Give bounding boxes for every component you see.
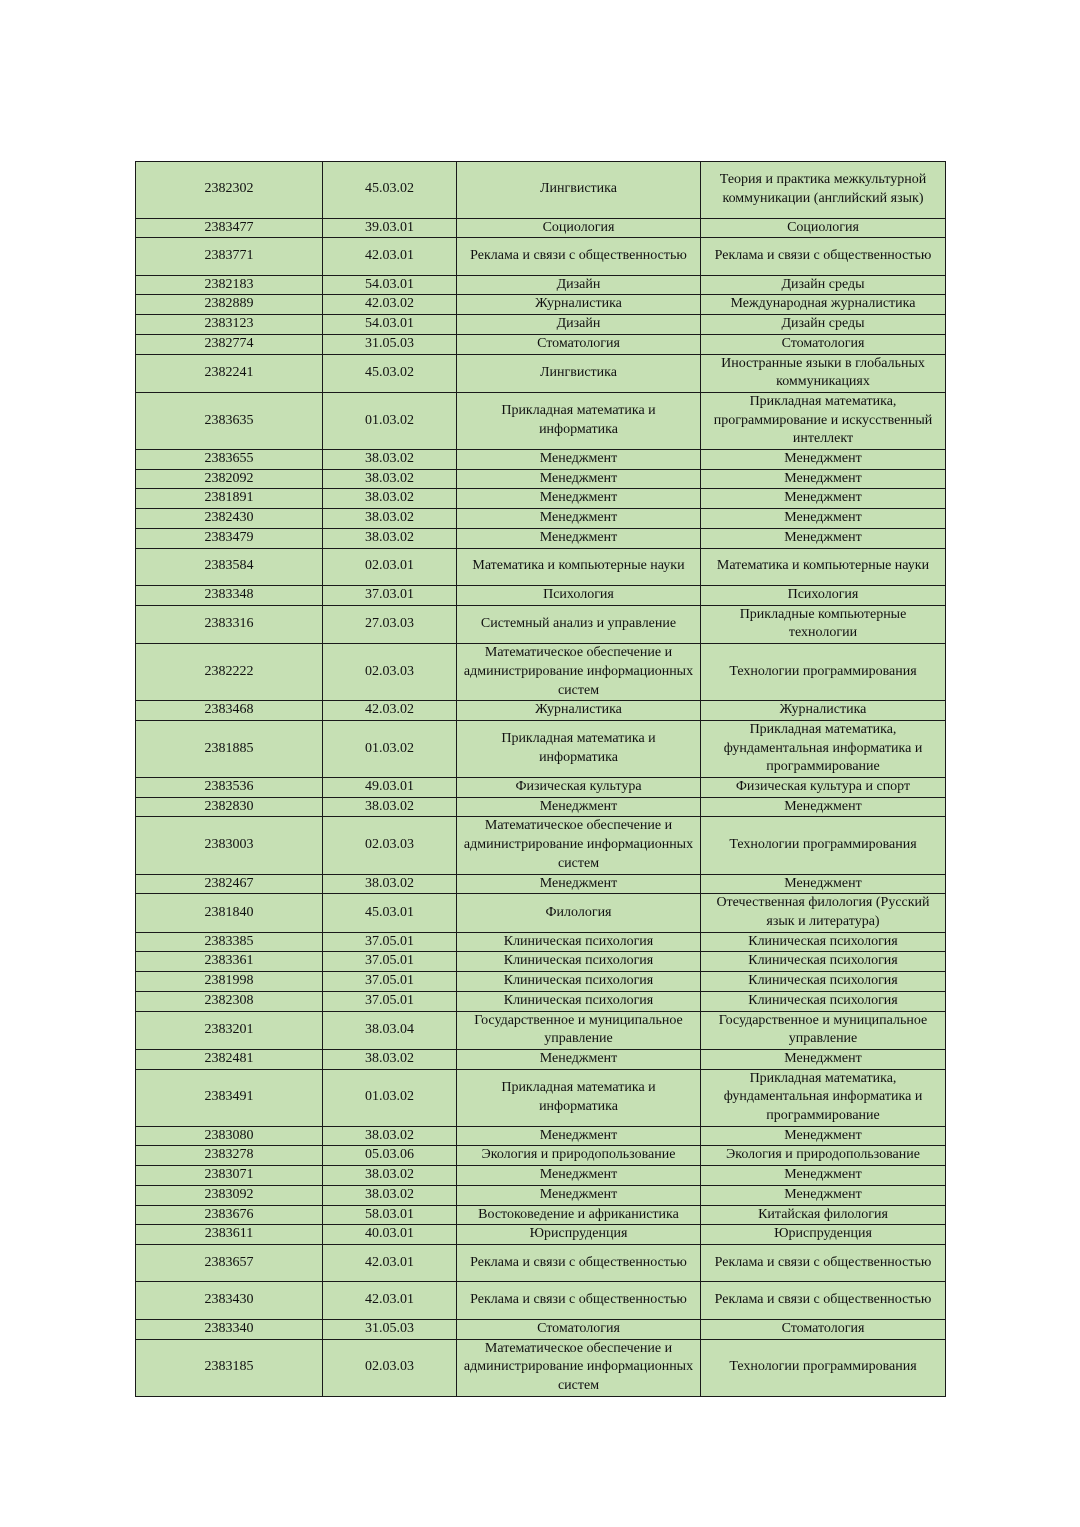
table-row <box>136 894 946 932</box>
profile-name-cell: Физическая культура и спорт <box>701 778 946 798</box>
table-row <box>136 1049 946 1069</box>
profile-name-cell: Менеджмент <box>701 509 946 529</box>
direction-code-cell: 02.03.01 <box>323 548 457 586</box>
direction-name-cell: Государственное и муниципальное управление <box>457 1011 701 1049</box>
application-id-cell: 2382430 <box>136 509 323 529</box>
direction-code-cell: 37.03.01 <box>323 586 457 606</box>
direction-code-cell: 38.03.02 <box>323 1049 457 1069</box>
table-row <box>136 1319 946 1339</box>
direction-code-cell: 39.03.01 <box>323 218 457 238</box>
direction-code-cell: 42.03.01 <box>323 1282 457 1320</box>
direction-code-cell: 01.03.02 <box>323 392 457 449</box>
direction-code-cell: 01.03.02 <box>323 1069 457 1126</box>
application-id-cell: 2382092 <box>136 469 323 489</box>
table-row <box>136 797 946 817</box>
direction-name-cell: Системный анализ и управление <box>457 605 701 643</box>
table-row <box>136 701 946 721</box>
profile-name-cell: Менеджмент <box>701 874 946 894</box>
application-id-cell: 2382830 <box>136 797 323 817</box>
direction-name-cell: Прикладная математика и информатика <box>457 392 701 449</box>
table-row <box>136 1205 946 1225</box>
direction-code-cell: 38.03.02 <box>323 874 457 894</box>
profile-name-cell: Менеджмент <box>701 489 946 509</box>
direction-code-cell: 01.03.02 <box>323 720 457 777</box>
table-row <box>136 334 946 354</box>
table-row <box>136 817 946 874</box>
application-id-cell: 2383361 <box>136 952 323 972</box>
application-id-cell: 2383185 <box>136 1339 323 1396</box>
application-id-cell: 2382222 <box>136 644 323 701</box>
table-row <box>136 932 946 952</box>
application-id-cell: 2383278 <box>136 1146 323 1166</box>
table-row <box>136 605 946 643</box>
direction-name-cell: Прикладная математика и информатика <box>457 1069 701 1126</box>
application-id-cell: 2383071 <box>136 1166 323 1186</box>
direction-code-cell: 38.03.02 <box>323 489 457 509</box>
application-id-cell: 2383771 <box>136 238 323 276</box>
table-row <box>136 1146 946 1166</box>
application-id-cell: 2383584 <box>136 548 323 586</box>
profile-name-cell: Менеджмент <box>701 1166 946 1186</box>
direction-name-cell: Стоматология <box>457 1319 701 1339</box>
direction-name-cell: Психология <box>457 586 701 606</box>
application-id-cell: 2381840 <box>136 894 323 932</box>
table-row <box>136 275 946 295</box>
direction-code-cell: 42.03.01 <box>323 238 457 276</box>
direction-name-cell: Журналистика <box>457 295 701 315</box>
direction-name-cell: Клиническая психология <box>457 952 701 972</box>
table-row <box>136 238 946 276</box>
direction-name-cell: Физическая культура <box>457 778 701 798</box>
application-id-cell: 2382241 <box>136 354 323 392</box>
direction-code-cell: 38.03.02 <box>323 1166 457 1186</box>
profile-name-cell: Реклама и связи с общественностью <box>701 1282 946 1320</box>
application-id-cell: 2383123 <box>136 315 323 335</box>
application-id-cell: 2383477 <box>136 218 323 238</box>
direction-code-cell: 31.05.03 <box>323 334 457 354</box>
table-row <box>136 644 946 701</box>
table-row <box>136 1126 946 1146</box>
application-id-cell: 2383430 <box>136 1282 323 1320</box>
table-row <box>136 1225 946 1245</box>
profile-name-cell: Клиническая психология <box>701 972 946 992</box>
direction-name-cell: Стоматология <box>457 334 701 354</box>
profile-name-cell: Реклама и связи с общественностью <box>701 1244 946 1282</box>
direction-code-cell: 45.03.01 <box>323 894 457 932</box>
direction-name-cell: Социология <box>457 218 701 238</box>
table-row <box>136 295 946 315</box>
table-row <box>136 1185 946 1205</box>
direction-code-cell: 38.03.02 <box>323 797 457 817</box>
table-row <box>136 778 946 798</box>
direction-name-cell: Менеджмент <box>457 874 701 894</box>
table-row <box>136 469 946 489</box>
direction-code-cell: 38.03.02 <box>323 469 457 489</box>
table-row <box>136 1011 946 1049</box>
application-id-cell: 2383003 <box>136 817 323 874</box>
application-id-cell: 2383080 <box>136 1126 323 1146</box>
direction-name-cell: Экология и природопользование <box>457 1146 701 1166</box>
direction-name-cell: Юриспруденция <box>457 1225 701 1245</box>
direction-name-cell: Реклама и связи с общественностью <box>457 1282 701 1320</box>
direction-code-cell: 58.03.01 <box>323 1205 457 1225</box>
profile-name-cell: Прикладная математика, фундаментальная информатика и программирование <box>701 720 946 777</box>
profile-name-cell: Социология <box>701 218 946 238</box>
direction-code-cell: 02.03.03 <box>323 644 457 701</box>
direction-code-cell: 38.03.02 <box>323 450 457 470</box>
direction-name-cell: Менеджмент <box>457 469 701 489</box>
profile-name-cell: Прикладная математика, фундаментальная информатика и программирование <box>701 1069 946 1126</box>
application-id-cell: 2382308 <box>136 991 323 1011</box>
table-row <box>136 162 946 219</box>
direction-code-cell: 37.05.01 <box>323 991 457 1011</box>
application-id-cell: 2382302 <box>136 162 323 219</box>
application-id-cell: 2383676 <box>136 1205 323 1225</box>
profile-name-cell: Психология <box>701 586 946 606</box>
direction-code-cell: 38.03.02 <box>323 1185 457 1205</box>
application-id-cell: 2383468 <box>136 701 323 721</box>
direction-name-cell: Менеджмент <box>457 1166 701 1186</box>
direction-name-cell: Прикладная математика и информатика <box>457 720 701 777</box>
profile-name-cell: Дизайн среды <box>701 275 946 295</box>
profile-name-cell: Международная журналистика <box>701 295 946 315</box>
direction-name-cell: Менеджмент <box>457 509 701 529</box>
direction-name-cell: Менеджмент <box>457 528 701 548</box>
direction-name-cell: Математическое обеспечение и администрирование информационных систем <box>457 1339 701 1396</box>
profile-name-cell: Экология и природопользование <box>701 1146 946 1166</box>
applications-table <box>135 161 946 1397</box>
application-id-cell: 2383536 <box>136 778 323 798</box>
profile-name-cell: Иностранные языки в глобальных коммуникациях <box>701 354 946 392</box>
application-id-cell: 2382467 <box>136 874 323 894</box>
profile-name-cell: Менеджмент <box>701 1185 946 1205</box>
application-id-cell: 2383479 <box>136 528 323 548</box>
profile-name-cell: Стоматология <box>701 1319 946 1339</box>
direction-name-cell: Клиническая психология <box>457 932 701 952</box>
direction-code-cell: 42.03.01 <box>323 1244 457 1282</box>
profile-name-cell: Клиническая психология <box>701 952 946 972</box>
application-id-cell: 2383635 <box>136 392 323 449</box>
direction-name-cell: Менеджмент <box>457 1126 701 1146</box>
direction-code-cell: 31.05.03 <box>323 1319 457 1339</box>
profile-name-cell: Прикладная математика, программирование и искусственный интеллект <box>701 392 946 449</box>
direction-name-cell: Дизайн <box>457 275 701 295</box>
direction-code-cell: 45.03.02 <box>323 162 457 219</box>
profile-name-cell: Менеджмент <box>701 528 946 548</box>
table-row <box>136 952 946 972</box>
profile-name-cell: Математика и компьютерные науки <box>701 548 946 586</box>
direction-code-cell: 37.05.01 <box>323 952 457 972</box>
direction-name-cell: Востоковедение и африканистика <box>457 1205 701 1225</box>
profile-name-cell: Китайская филология <box>701 1205 946 1225</box>
table-row <box>136 586 946 606</box>
application-id-cell: 2383385 <box>136 932 323 952</box>
direction-code-cell: 42.03.02 <box>323 701 457 721</box>
application-id-cell: 2383201 <box>136 1011 323 1049</box>
application-id-cell: 2382481 <box>136 1049 323 1069</box>
direction-name-cell: Математическое обеспечение и администрирование информационных систем <box>457 817 701 874</box>
direction-code-cell: 42.03.02 <box>323 295 457 315</box>
direction-code-cell: 49.03.01 <box>323 778 457 798</box>
profile-name-cell: Технологии программирования <box>701 1339 946 1396</box>
direction-code-cell: 37.05.01 <box>323 932 457 952</box>
table-row <box>136 528 946 548</box>
direction-name-cell: Дизайн <box>457 315 701 335</box>
profile-name-cell: Прикладные компьютерные технологии <box>701 605 946 643</box>
application-id-cell: 2383657 <box>136 1244 323 1282</box>
application-id-cell: 2383611 <box>136 1225 323 1245</box>
application-id-cell: 2381885 <box>136 720 323 777</box>
direction-name-cell: Менеджмент <box>457 797 701 817</box>
profile-name-cell: Менеджмент <box>701 1049 946 1069</box>
direction-code-cell: 02.03.03 <box>323 817 457 874</box>
table-row <box>136 1166 946 1186</box>
application-id-cell: 2381891 <box>136 489 323 509</box>
direction-code-cell: 38.03.02 <box>323 1126 457 1146</box>
table-row <box>136 354 946 392</box>
profile-name-cell: Реклама и связи с общественностью <box>701 238 946 276</box>
table-row <box>136 874 946 894</box>
table-row <box>136 1282 946 1320</box>
application-id-cell: 2381998 <box>136 972 323 992</box>
direction-name-cell: Лингвистика <box>457 162 701 219</box>
table-row <box>136 1069 946 1126</box>
direction-code-cell: 38.03.04 <box>323 1011 457 1049</box>
direction-name-cell: Филология <box>457 894 701 932</box>
direction-name-cell: Реклама и связи с общественностью <box>457 238 701 276</box>
direction-name-cell: Менеджмент <box>457 489 701 509</box>
profile-name-cell: Менеджмент <box>701 450 946 470</box>
direction-code-cell: 05.03.06 <box>323 1146 457 1166</box>
profile-name-cell: Журналистика <box>701 701 946 721</box>
table-row <box>136 218 946 238</box>
profile-name-cell: Менеджмент <box>701 469 946 489</box>
application-id-cell: 2383316 <box>136 605 323 643</box>
application-id-cell: 2382183 <box>136 275 323 295</box>
direction-code-cell: 45.03.02 <box>323 354 457 392</box>
application-id-cell: 2383655 <box>136 450 323 470</box>
table-row <box>136 315 946 335</box>
profile-name-cell: Клиническая психология <box>701 932 946 952</box>
table-body <box>136 162 946 1397</box>
direction-code-cell: 37.05.01 <box>323 972 457 992</box>
direction-code-cell: 27.03.03 <box>323 605 457 643</box>
direction-name-cell: Клиническая психология <box>457 972 701 992</box>
direction-code-cell: 38.03.02 <box>323 509 457 529</box>
table-row <box>136 1339 946 1396</box>
application-id-cell: 2383340 <box>136 1319 323 1339</box>
application-id-cell: 2383491 <box>136 1069 323 1126</box>
profile-name-cell: Юриспруденция <box>701 1225 946 1245</box>
profile-name-cell: Теория и практика межкультурной коммуникации (английский язык) <box>701 162 946 219</box>
direction-name-cell: Лингвистика <box>457 354 701 392</box>
direction-name-cell: Менеджмент <box>457 1049 701 1069</box>
application-id-cell: 2382774 <box>136 334 323 354</box>
profile-name-cell: Стоматология <box>701 334 946 354</box>
table-row <box>136 972 946 992</box>
table-row <box>136 991 946 1011</box>
direction-code-cell: 54.03.01 <box>323 275 457 295</box>
profile-name-cell: Технологии программирования <box>701 817 946 874</box>
profile-name-cell: Технологии программирования <box>701 644 946 701</box>
direction-name-cell: Клиническая психология <box>457 991 701 1011</box>
table-row <box>136 450 946 470</box>
table-row <box>136 1244 946 1282</box>
profile-name-cell: Дизайн среды <box>701 315 946 335</box>
profile-name-cell: Отечественная филология (Русский язык и литература) <box>701 894 946 932</box>
direction-code-cell: 02.03.03 <box>323 1339 457 1396</box>
direction-code-cell: 40.03.01 <box>323 1225 457 1245</box>
direction-name-cell: Журналистика <box>457 701 701 721</box>
table-row <box>136 548 946 586</box>
direction-name-cell: Реклама и связи с общественностью <box>457 1244 701 1282</box>
table-row <box>136 509 946 529</box>
application-id-cell: 2383348 <box>136 586 323 606</box>
direction-name-cell: Математика и компьютерные науки <box>457 548 701 586</box>
table-row <box>136 489 946 509</box>
profile-name-cell: Государственное и муниципальное управление <box>701 1011 946 1049</box>
table-row <box>136 720 946 777</box>
profile-name-cell: Менеджмент <box>701 1126 946 1146</box>
direction-name-cell: Менеджмент <box>457 450 701 470</box>
application-id-cell: 2382889 <box>136 295 323 315</box>
profile-name-cell: Клиническая психология <box>701 991 946 1011</box>
direction-code-cell: 54.03.01 <box>323 315 457 335</box>
direction-name-cell: Математическое обеспечение и администрирование информационных систем <box>457 644 701 701</box>
profile-name-cell: Менеджмент <box>701 797 946 817</box>
application-id-cell: 2383092 <box>136 1185 323 1205</box>
direction-code-cell: 38.03.02 <box>323 528 457 548</box>
table-row <box>136 392 946 449</box>
direction-name-cell: Менеджмент <box>457 1185 701 1205</box>
